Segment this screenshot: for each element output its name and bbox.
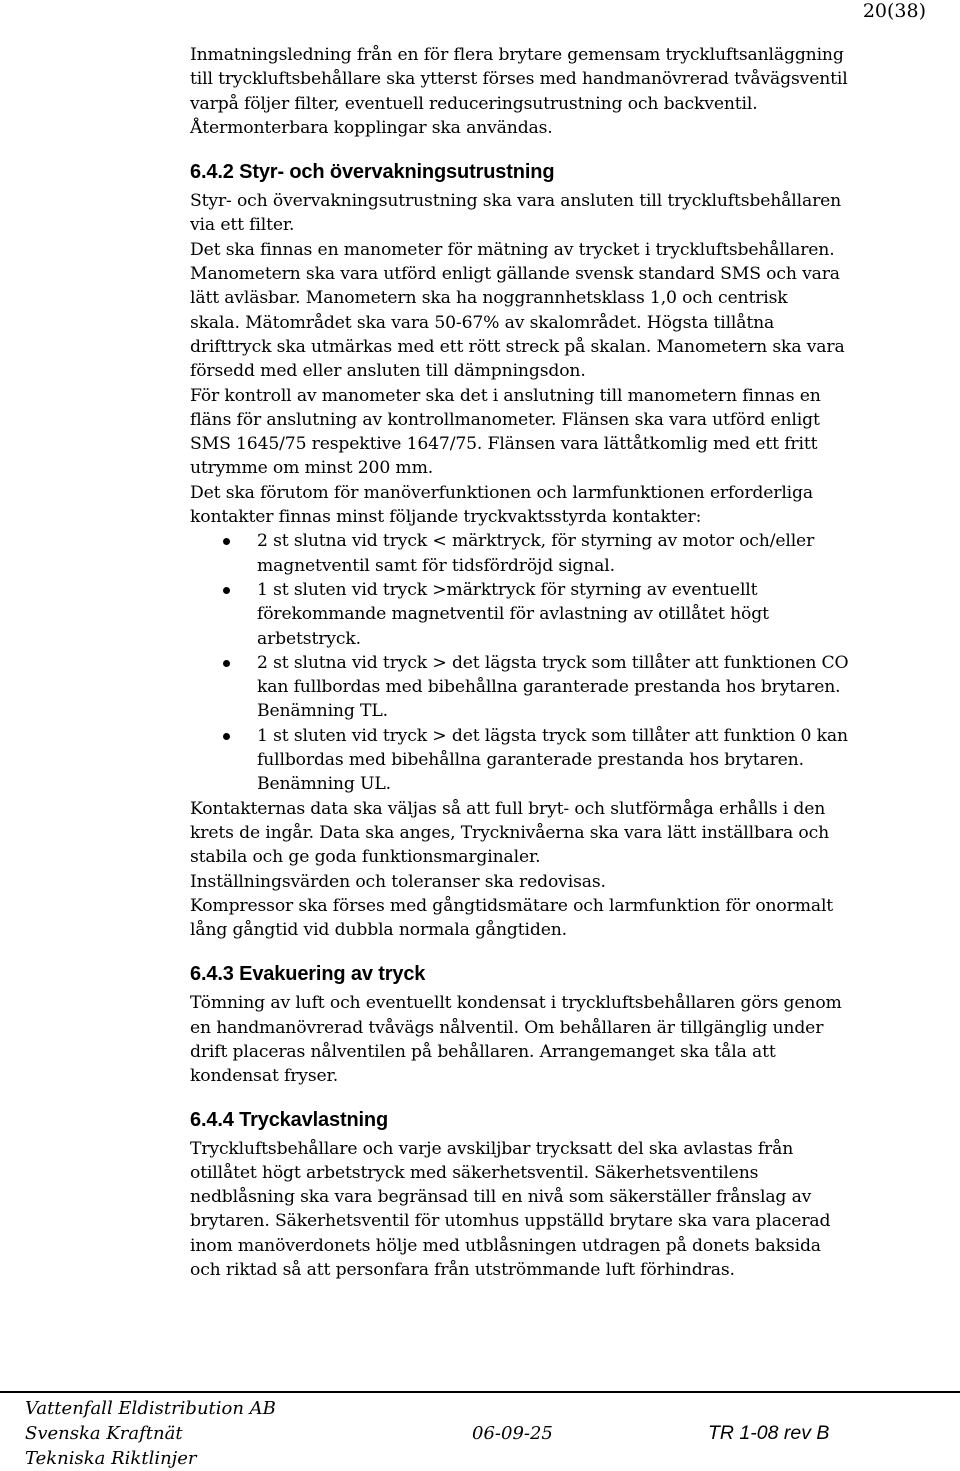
footer-organization: Svenska Kraftnät xyxy=(25,1423,183,1444)
footer-divider xyxy=(0,1391,960,1393)
bullet-icon xyxy=(223,660,230,667)
text-line: 1 st sluten vid tryck >märktryck för styrning av eventuellt xyxy=(257,579,758,600)
text-line: Inmatningsledning från en för flera brytare gemensam tryckluftsanläggning xyxy=(190,45,844,65)
text-line: Styr- och övervakningsutrustning ska vara ansluten till tryckluftsbehållaren xyxy=(190,191,842,212)
bullet-icon xyxy=(223,587,230,594)
section-heading-6-4-2: 6.4.2 Styr- och övervakningsutrustning xyxy=(190,161,555,184)
section-6-4-4-body xyxy=(190,1137,960,1283)
text-line: och riktad så att personfara från utströmmande luft förhindras. xyxy=(190,1260,735,1281)
text-line: otillåtet högt arbetstryck med säkerhetsventil. Säkerhetsventilens xyxy=(190,1162,759,1183)
intro-paragraph xyxy=(190,43,960,140)
contact-list xyxy=(190,529,960,796)
text-line: lång gångtid vid dubbla normala gångtiden. xyxy=(190,920,567,941)
text-line: via ett filter. xyxy=(190,215,295,236)
text-line: kondensat fryser. xyxy=(190,1066,339,1087)
text-line: inom manöverdonets hölje med utblåsningen utdragen på donets baksida xyxy=(190,1235,821,1256)
bullet-icon xyxy=(223,733,230,740)
text-line: Inställningsvärden och toleranser ska redovisas. xyxy=(190,871,606,892)
page-footer xyxy=(25,1396,945,1471)
list-item xyxy=(190,724,960,797)
list-item xyxy=(190,651,960,724)
section-heading-6-4-3: 6.4.3 Evakuering av tryck xyxy=(190,963,426,986)
text-line: För kontroll av manometer ska det i anslutning till manometern finnas en xyxy=(190,385,821,406)
text-line: varpå följer filter, eventuell reduceringsutrustning och backventil. xyxy=(190,93,758,114)
text-line: nedblåsning ska vara begränsad till en nivå som säkerställer frånslag av xyxy=(190,1187,812,1208)
page-number: 20(38) xyxy=(862,0,926,22)
text-line: drift placeras nålventilen på behållaren. Arrangemanget ska tåla att xyxy=(190,1041,776,1062)
text-line: en handmanövrerad tvåvägs nålventil. Om behållaren är tillgänglig under xyxy=(190,1017,824,1038)
footer-document-id: TR 1-08 rev B xyxy=(708,1422,830,1444)
text-line: 2 st slutna vid tryck < märktryck, för styrning av motor och/eller xyxy=(257,531,815,552)
text-line: 1 st sluten vid tryck > det lägsta tryck som tillåter att funktion 0 kan xyxy=(257,725,848,746)
footer-date: 06-09-25 xyxy=(472,1423,553,1444)
text-line: drifttryck ska utmärkas med ett rött streck på skalan. Manometern ska vara xyxy=(190,336,845,357)
text-line: Benämning TL. xyxy=(257,701,388,722)
text-line: arbetstryck. xyxy=(257,628,361,649)
text-line: kan fullbordas med bibehållna garanterade prestanda hos brytaren. xyxy=(257,677,841,698)
text-line: krets de ingår. Data ska anges, Trycknivåerna ska vara lätt inställbara och xyxy=(190,822,830,843)
text-line: kontakter finnas minst följande tryckvaktsstyrda kontakter: xyxy=(190,507,702,528)
text-line: till tryckluftsbehållare ska ytterst förses med handmanövrerad tvåvägsventil xyxy=(190,69,848,90)
text-line: Benämning UL. xyxy=(257,774,391,795)
text-line: Det ska förutom för manöverfunktionen och larmfunktionen erforderliga xyxy=(190,482,813,503)
text-line: fullbordas med bibehållna garanterade prestanda hos brytaren. xyxy=(257,750,804,771)
text-line: Återmonterbara kopplingar ska användas. xyxy=(190,117,553,138)
text-line: Tömning av luft och eventuellt kondensat i tryckluftsbehållaren görs genom xyxy=(190,993,842,1014)
list-item xyxy=(190,529,960,578)
text-line: försedd med eller ansluten till dämpningsdon. xyxy=(190,361,586,382)
text-line: lätt avläsbar. Manometern ska ha noggrannhetsklass 1,0 och centrisk xyxy=(190,288,788,309)
text-line: brytaren. Säkerhetsventil för utomhus uppställd brytare ska vara placerad xyxy=(190,1211,831,1232)
document-body xyxy=(190,43,960,1282)
text-line: fläns för anslutning av kontrollmanometer. Flänsen ska vara utförd enligt xyxy=(190,409,820,430)
text-line: förekommande magnetventil för avlastning av otillåtet högt xyxy=(257,604,769,625)
text-line: magnetventil samt för tidsfördröjd signal. xyxy=(257,555,615,576)
text-line: Kontakternas data ska väljas så att full bryt- och slutförmåga erhålls i den xyxy=(190,798,826,819)
section-heading-6-4-4: 6.4.4 Tryckavlastning xyxy=(190,1108,389,1131)
text-line: Tryckluftsbehållare och varje avskiljbar trycksatt del ska avlastas från xyxy=(190,1138,794,1159)
list-item xyxy=(190,578,960,651)
text-line: Manometern ska vara utförd enligt gällande svensk standard SMS och vara xyxy=(190,264,840,285)
section-6-4-3-body xyxy=(190,991,960,1088)
section-6-4-2-body xyxy=(190,189,960,942)
text-line: SMS 1645/75 respektive 1647/75. Flänsen vara lättåtkomlig med ett fritt xyxy=(190,434,818,455)
text-line: stabila och ge goda funktionsmarginaler. xyxy=(190,847,541,868)
text-line: 2 st slutna vid tryck > det lägsta tryck som tillåter att funktionen CO xyxy=(257,652,849,673)
footer-organization: Vattenfall Eldistribution AB xyxy=(25,1398,276,1419)
text-line: utrymme om minst 200 mm. xyxy=(190,458,434,479)
footer-document-type: Tekniska Riktlinjer xyxy=(25,1448,197,1469)
text-line: Det ska finnas en manometer för mätning av trycket i tryckluftsbehållaren. xyxy=(190,239,835,260)
bullet-icon xyxy=(223,538,230,545)
text-line: skala. Mätområdet ska vara 50-67% av skalområdet. Högsta tillåtna xyxy=(190,312,775,333)
text-line: Kompressor ska förses med gångtidsmätare och larmfunktion för onormalt xyxy=(190,895,834,916)
